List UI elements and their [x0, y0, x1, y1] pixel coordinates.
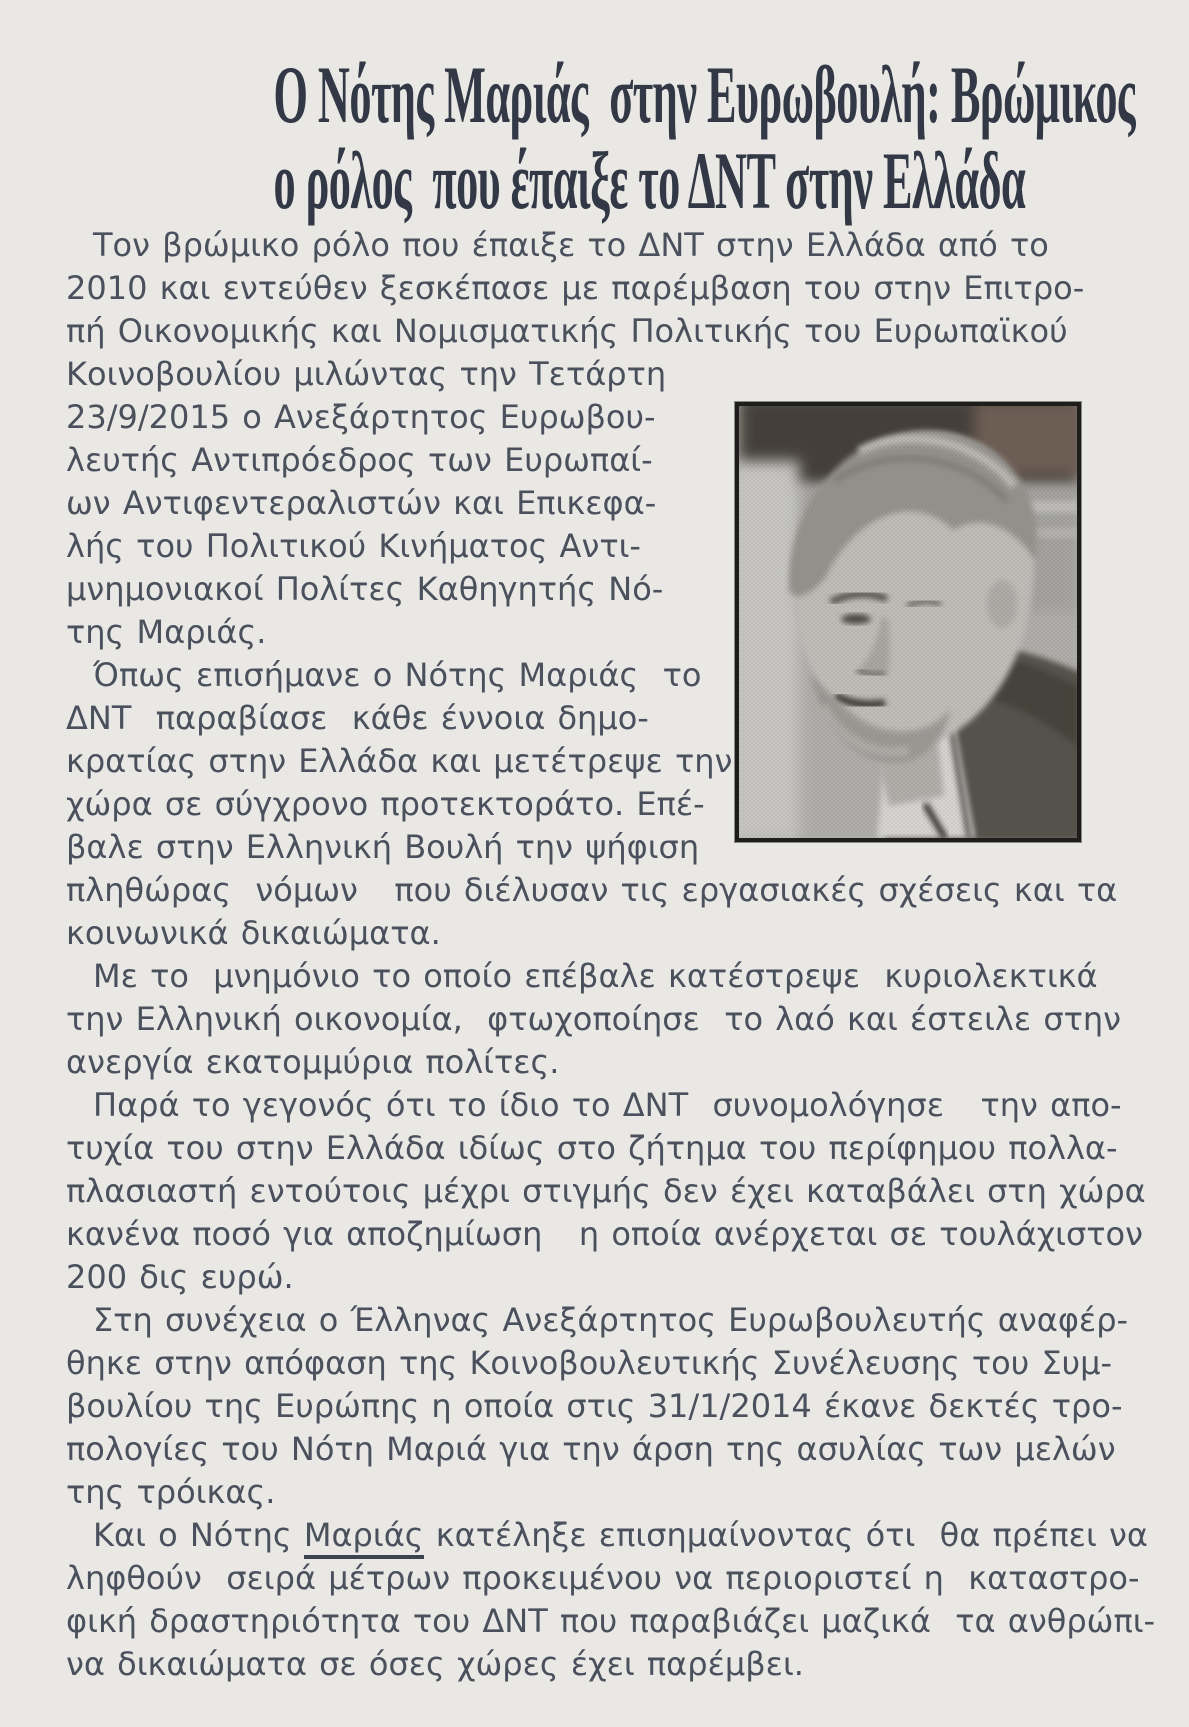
- article-paragraph: [66, 224, 1126, 654]
- text-line: πλασιαστή εντούτοις μέχρι στιγμής δεν έχει καταβάλει στη χώρα: [66, 1172, 1146, 1210]
- text-line: πληθώρας νόμων που διέλυσαν τις εργασιακές σχέσεις και τα: [66, 871, 1118, 909]
- text-line: λής του Πολιτικού Κινήματος Αντι-: [66, 527, 641, 565]
- text-line: κρατίας στην Ελλάδα και μετέτρεψε την: [66, 742, 733, 780]
- text-line: ληφθούν σειρά μέτρων προκειμένου να περιοριστεί η καταστρο-: [66, 1559, 1140, 1597]
- text-line: ων Αντιφεντεραλιστών και Επικεφα-: [66, 484, 657, 522]
- text-line: τυχία του στην Ελλάδα ιδίως στο ζήτημα του περίφημου πολλα-: [66, 1129, 1118, 1167]
- text-line: Στη συνέχεια ο Έλληνας Ανεξάρτητος Ευρωβουλευτής αναφέρ-: [93, 1301, 1129, 1339]
- article-paragraph: [66, 1084, 1146, 1299]
- text-line: φική δραστηριότητα του ΔΝΤ που παραβιάζει μαζικά τα ανθρώπι-: [66, 1602, 1156, 1640]
- text-line: Με το μνημόνιο το οποίο επέβαλε κατέστρεψε κυριολεκτικά: [93, 957, 1098, 995]
- text-line: Και ο Νότης Μαριάς κατέληξε επισημαίνοντας ότι θα πρέπει να: [66, 1514, 1126, 1557]
- text-line: βαλε στην Ελληνική Βουλή την ψήφιση: [66, 828, 700, 866]
- text-line: κοινωνικά δικαιώματα.: [66, 914, 441, 952]
- article-paragraph: [66, 654, 1126, 955]
- article-paragraph: [66, 1299, 1129, 1514]
- text-line: Κοινοβουλίου μιλώντας την Τετάρτη: [66, 355, 667, 393]
- text-line: βουλίου της Ευρώπης η οποία στις 31/1/2014 έκανε δεκτές τρο-: [66, 1387, 1123, 1425]
- headline-line-1: Ο Νότης Μαριάς στην Ευρωβουλή: Βρώμικος: [273, 49, 1136, 140]
- article-paragraph: [66, 955, 1126, 1084]
- text-line: θηκε στην απόφαση της Κοινοβουλευτικής Συνέλευσης του Συμ-: [66, 1344, 1113, 1382]
- text-line: χώρα σε σύγχρονο προτεκτοράτο. Επέ-: [66, 785, 705, 823]
- text-line: 2010 και εντεύθεν ξεσκέπασε με παρέμβαση του στην Επιτρο-: [66, 269, 1085, 307]
- article-paragraph: [66, 1514, 1156, 1686]
- text-line: λευτής Αντιπρόεδρος των Ευρωπαί-: [66, 441, 653, 479]
- article-text: [66, 224, 1156, 1686]
- text-line: πή Οικονομικής και Νομισματικής Πολιτικής του Ευρωπαϊκού: [66, 312, 1068, 350]
- text-line: Όπως επισήμανε ο Νότης Μαριάς το: [93, 656, 702, 694]
- text-line: Παρά το γεγονός ότι το ίδιο το ΔΝΤ συνομολόγησε την απο-: [93, 1086, 1122, 1124]
- text-line: ανεργία εκατομμύρια πολίτες.: [66, 1043, 560, 1081]
- text-line: 200 δις ευρώ.: [66, 1258, 294, 1296]
- text-line: κανένα ποσό για αποζημίωση η οποία ανέρχεται σε τουλάχιστον: [66, 1215, 1143, 1253]
- underlined-word: Μαριάς: [304, 1516, 424, 1559]
- headline-line-2: ο ρόλος που έπαιξε το ΔΝΤ στην Ελλάδα: [273, 135, 1026, 226]
- text-line: να δικαιώματα σε όσες χώρες έχει παρέμβει.: [66, 1645, 804, 1683]
- text-line: 23/9/2015 ο Ανεξάρτητος Ευρωβου-: [66, 398, 656, 436]
- text-line: Τον βρώμικο ρόλο που έπαιξε το ΔΝΤ στην Ελλάδα από το: [93, 226, 1049, 264]
- text-line: πολογίες του Νότη Μαριά για την άρση της ασυλίας των μελών: [66, 1430, 1116, 1468]
- text-line: της Μαριάς.: [66, 613, 267, 651]
- text-line: ΔΝΤ παραβίασε κάθε έννοια δημο-: [66, 699, 649, 737]
- text-line: της τρόικας.: [66, 1473, 276, 1511]
- text-line: την Ελληνική οικονομία, φτωχοποίησε το λαό και έστειλε στην: [66, 1000, 1122, 1038]
- article-headline: [0, 49, 1189, 226]
- text-line: μνημονιακοί Πολίτες Καθηγητής Νό-: [66, 570, 664, 608]
